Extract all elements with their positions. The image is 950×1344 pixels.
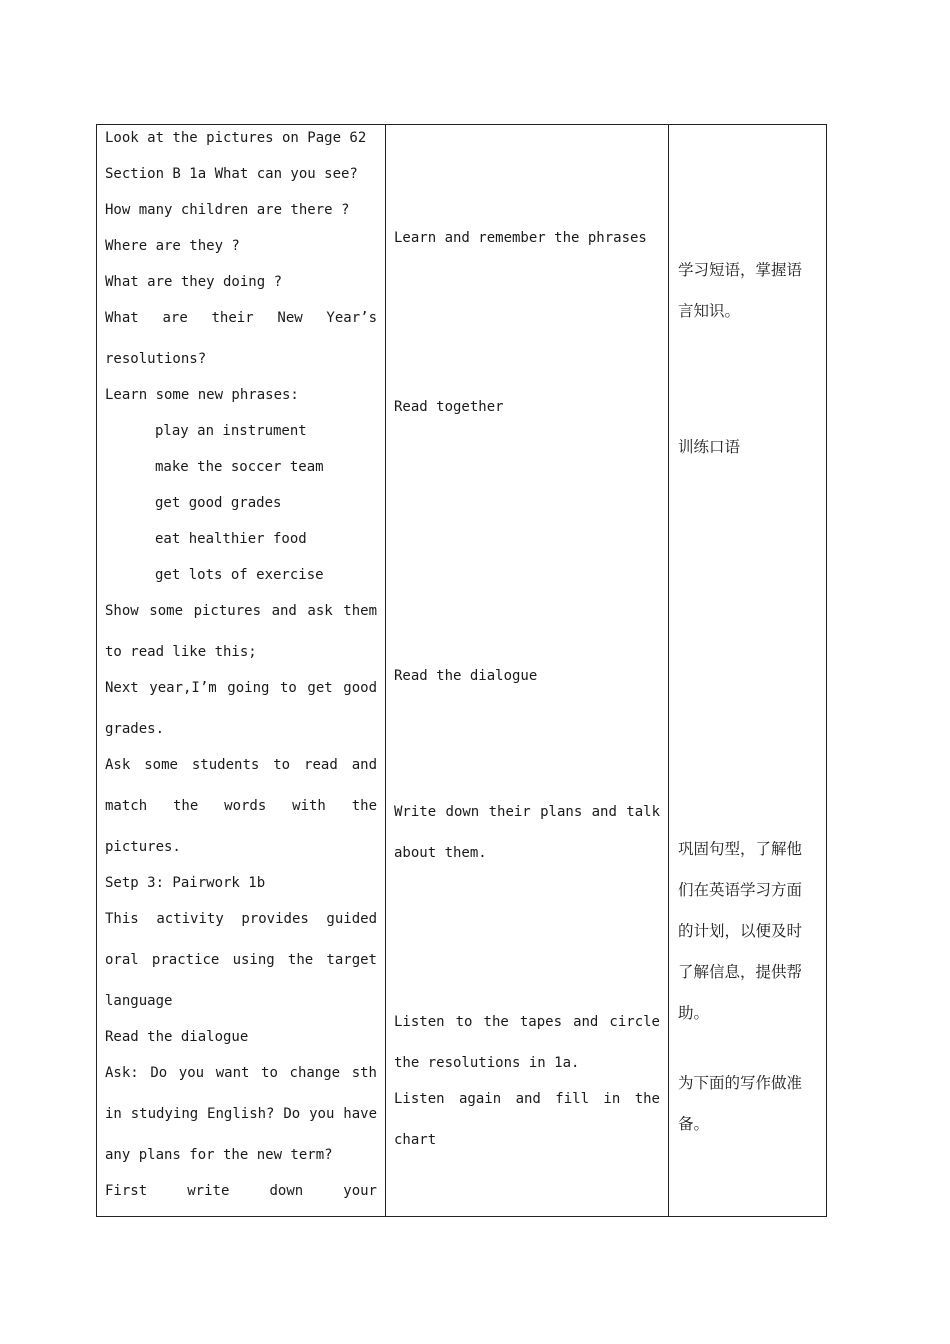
student-line: the resolutions in 1a. [394,1055,580,1071]
student-line: Listen again and fill in the [394,1091,660,1107]
intent-line: 为下面的写作做准 [678,1074,803,1092]
teacher-line: Ask: Do you want to change sth [105,1065,377,1081]
intent-line: 备。 [678,1115,710,1133]
teacher-line: Look at the pictures on Page 62 [105,130,367,146]
teacher-line: How many children are there ? [105,202,350,218]
student-line: Learn and remember the phrases [394,230,647,246]
student-line: chart [394,1132,437,1148]
teacher-line: match the words with the [105,798,377,814]
intent-line: 训练口语 [678,438,741,456]
student-line: Read together [394,399,504,415]
intent-line: 了解信息，提供帮 [678,963,803,981]
teacher-line: This activity provides guided [105,911,377,927]
phrase-item: get good grades [155,495,282,511]
intent-line: 言知识。 [678,302,741,320]
student-line: Write down their plans and talk [394,804,660,820]
student-line: about them. [394,845,487,861]
teacher-line: Read the dialogue [105,1029,249,1045]
teacher-line: Learn some new phrases: [105,387,299,403]
phrase-item: eat healthier food [155,531,307,547]
teacher-line: language [105,993,173,1009]
phrase-item: play an instrument [155,423,307,439]
teacher-line: resolutions? [105,351,207,367]
teacher-line: any plans for the new term? [105,1147,333,1163]
intent-line: 巩固句型，了解他 [678,840,803,858]
teacher-line: Where are they ? [105,238,240,254]
phrase-item: get lots of exercise [155,567,324,583]
teacher-line: Ask some students to read and [105,757,377,773]
design-intent-cell [668,124,827,1217]
teacher-line: Section B 1a What can you see? [105,166,358,182]
student-line: Listen to the tapes and circle [394,1014,660,1030]
teacher-line: Show some pictures and ask them [105,603,377,619]
intent-line: 学习短语，掌握语 [678,261,803,279]
teacher-line: Next year,I’m going to get good [105,680,377,696]
teacher-line: What are they doing ? [105,274,283,290]
student-line: Read the dialogue [394,668,538,684]
teacher-line: in studying English? Do you have [105,1106,377,1122]
teacher-line: grades. [105,721,165,737]
phrase-item: make the soccer team [155,459,324,475]
teacher-line: What are their New Year’s [105,310,377,326]
teacher-line: First write down your [105,1183,377,1199]
teacher-line: pictures. [105,839,181,855]
intent-line: 的计划，以便及时 [678,922,803,940]
teacher-line: to read like this; [105,644,257,660]
teacher-line: Setp 3: Pairwork 1b [105,875,266,891]
intent-line: 们在英语学习方面 [678,881,803,899]
intent-line: 助。 [678,1004,710,1022]
teacher-line: oral practice using the target [105,952,377,968]
